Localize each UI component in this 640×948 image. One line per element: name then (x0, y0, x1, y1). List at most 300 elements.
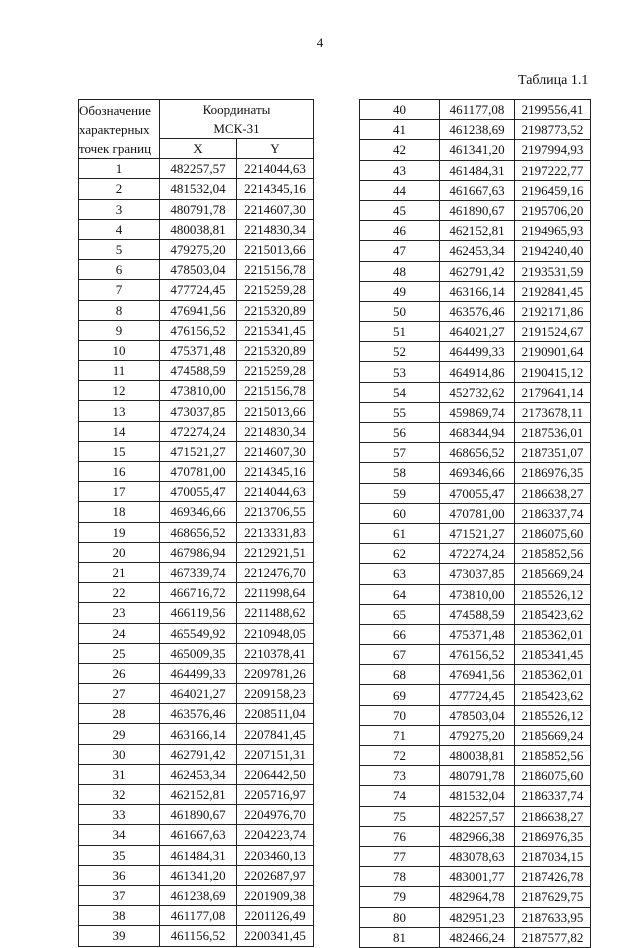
x-coordinate-cell: 461667,63 (160, 825, 237, 845)
x-coordinate-cell: 461156,52 (160, 926, 237, 946)
x-coordinate-cell: 481532,04 (160, 179, 237, 199)
point-number-cell: 78 (360, 867, 440, 887)
y-coordinate-cell: 2185852,56 (515, 746, 591, 766)
x-coordinate-cell: 467986,94 (160, 542, 237, 562)
table-row (79, 562, 314, 582)
x-coordinate-cell: 461667,63 (440, 180, 515, 200)
point-number-cell: 33 (79, 805, 160, 825)
table-row (79, 885, 314, 905)
y-coordinate-cell: 2207151,31 (237, 744, 314, 764)
y-coordinate-cell: 2210948,05 (237, 623, 314, 643)
header-line: характерных (79, 121, 150, 137)
point-number-cell: 16 (79, 462, 160, 482)
y-coordinate-cell: 2186638,27 (515, 806, 591, 826)
point-number-cell: 42 (360, 140, 440, 160)
x-coordinate-cell: 462152,81 (160, 785, 237, 805)
y-coordinate-cell: 2187577,82 (515, 927, 591, 947)
x-coordinate-cell: 482257,57 (160, 159, 237, 179)
point-number-cell: 26 (79, 663, 160, 683)
x-coordinate-cell: 461341,20 (440, 140, 515, 160)
table-row (79, 603, 314, 623)
y-coordinate-cell: 2193531,59 (515, 261, 591, 281)
y-coordinate-cell: 2187536,01 (515, 423, 591, 443)
x-coordinate-cell: 471521,27 (440, 523, 515, 543)
x-coordinate-cell: 461890,67 (160, 805, 237, 825)
x-coordinate-cell: 461484,31 (160, 845, 237, 865)
x-coordinate-cell: 479275,20 (440, 725, 515, 745)
point-number-cell: 51 (360, 322, 440, 342)
y-coordinate-cell: 2195706,20 (515, 200, 591, 220)
point-number-cell: 29 (79, 724, 160, 744)
x-coordinate-cell: 483001,77 (440, 867, 515, 887)
point-number-cell: 28 (79, 704, 160, 724)
x-coordinate-cell: 471521,27 (160, 441, 237, 461)
x-coordinate-cell: 478503,04 (440, 705, 515, 725)
point-number-cell: 69 (360, 685, 440, 705)
y-coordinate-cell: 2187633,95 (515, 907, 591, 927)
point-number-cell: 11 (79, 361, 160, 381)
y-coordinate-cell: 2186337,74 (515, 786, 591, 806)
x-coordinate-cell: 465549,92 (160, 623, 237, 643)
y-coordinate-cell: 2214607,30 (237, 441, 314, 461)
point-number-cell: 57 (360, 443, 440, 463)
y-coordinate-cell: 2208511,04 (237, 704, 314, 724)
table-row (360, 180, 591, 200)
table-row (79, 260, 314, 280)
table-row (79, 199, 314, 219)
y-coordinate-cell: 2186075,60 (515, 766, 591, 786)
point-number-cell: 63 (360, 564, 440, 584)
point-number-cell: 64 (360, 584, 440, 604)
y-coordinate-cell: 2187629,75 (515, 887, 591, 907)
y-coordinate-cell: 2186976,35 (515, 463, 591, 483)
table-row (360, 443, 591, 463)
point-number-cell: 76 (360, 826, 440, 846)
x-coordinate-cell: 463166,14 (440, 281, 515, 301)
point-number-cell: 60 (360, 503, 440, 523)
table-row (79, 785, 314, 805)
x-coordinate-cell: 452732,62 (440, 382, 515, 402)
table-row (79, 542, 314, 562)
point-number-cell: 32 (79, 785, 160, 805)
point-number-cell: 59 (360, 483, 440, 503)
y-coordinate-cell: 2215320,89 (237, 300, 314, 320)
table-row (79, 441, 314, 461)
point-number-cell: 45 (360, 200, 440, 220)
y-coordinate-cell: 2215259,28 (237, 280, 314, 300)
point-number-cell: 81 (360, 927, 440, 947)
point-number-cell: 20 (79, 542, 160, 562)
x-coordinate-cell: 461341,20 (160, 865, 237, 885)
y-coordinate-cell: 2214830,34 (237, 421, 314, 441)
point-number-cell: 9 (79, 320, 160, 340)
table-row (79, 724, 314, 744)
table-row (360, 523, 591, 543)
x-coordinate-cell: 470781,00 (440, 503, 515, 523)
x-coordinate-cell: 461238,69 (160, 885, 237, 905)
y-coordinate-cell: 2186337,74 (515, 503, 591, 523)
y-coordinate-cell: 2187426,78 (515, 867, 591, 887)
y-coordinate-cell: 2213706,55 (237, 502, 314, 522)
y-coordinate-cell: 2185362,01 (515, 665, 591, 685)
table-row (79, 482, 314, 502)
x-coordinate-cell: 464499,33 (440, 342, 515, 362)
table-row (79, 219, 314, 239)
point-number-cell: 79 (360, 887, 440, 907)
point-number-cell: 66 (360, 624, 440, 644)
y-coordinate-cell: 2186638,27 (515, 483, 591, 503)
x-coordinate-cell: 464021,27 (160, 684, 237, 704)
x-coordinate-cell: 473037,85 (440, 564, 515, 584)
table-row (360, 725, 591, 745)
y-coordinate-cell: 2197994,93 (515, 140, 591, 160)
x-coordinate-cell: 473037,85 (160, 401, 237, 421)
point-number-cell: 36 (79, 865, 160, 885)
point-number-cell: 30 (79, 744, 160, 764)
coordinates-title: Координаты (202, 102, 271, 117)
point-number-cell: 5 (79, 239, 160, 259)
table-row (79, 502, 314, 522)
point-number-cell: 24 (79, 623, 160, 643)
x-coordinate-cell: 474588,59 (160, 361, 237, 381)
point-number-cell: 10 (79, 340, 160, 360)
point-number-cell: 22 (79, 583, 160, 603)
y-coordinate-cell: 2196459,16 (515, 180, 591, 200)
table-row (360, 322, 591, 342)
y-coordinate-cell: 2215259,28 (237, 361, 314, 381)
point-number-cell: 75 (360, 806, 440, 826)
y-coordinate-cell: 2190901,64 (515, 342, 591, 362)
point-number-cell: 27 (79, 684, 160, 704)
table-row (360, 604, 591, 624)
point-number-cell: 72 (360, 746, 440, 766)
point-number-cell: 21 (79, 562, 160, 582)
table-row (79, 583, 314, 603)
y-coordinate-cell: 2194965,93 (515, 221, 591, 241)
point-number-cell: 68 (360, 665, 440, 685)
y-coordinate-cell: 2205716,97 (237, 785, 314, 805)
y-coordinate-cell: 2179641,14 (515, 382, 591, 402)
y-coordinate-cell: 2215341,45 (237, 320, 314, 340)
x-coordinate-cell: 468656,52 (160, 522, 237, 542)
table-row (79, 623, 314, 643)
table-row (79, 805, 314, 825)
table-row (360, 564, 591, 584)
header-line: Обозначение (79, 102, 151, 118)
x-coordinate-cell: 476156,52 (440, 645, 515, 665)
table-row (360, 261, 591, 281)
x-coordinate-cell: 480038,81 (160, 219, 237, 239)
point-number-cell: 54 (360, 382, 440, 402)
table-row (79, 421, 314, 441)
x-coordinate-cell: 475371,48 (440, 624, 515, 644)
x-coordinate-cell: 462453,34 (440, 241, 515, 261)
y-coordinate-cell: 2192841,45 (515, 281, 591, 301)
point-number-cell: 41 (360, 120, 440, 140)
x-coordinate-cell: 481532,04 (440, 786, 515, 806)
y-coordinate-cell: 2185669,24 (515, 564, 591, 584)
table-row (360, 463, 591, 483)
point-number-cell: 49 (360, 281, 440, 301)
x-coordinate-cell: 470781,00 (160, 462, 237, 482)
table-row (360, 483, 591, 503)
table-row (360, 100, 591, 120)
point-number-cell: 48 (360, 261, 440, 281)
y-coordinate-cell: 2202687,97 (237, 865, 314, 885)
point-number-cell: 31 (79, 764, 160, 784)
point-number-cell: 47 (360, 241, 440, 261)
table-row (360, 362, 591, 382)
table-row (79, 340, 314, 360)
table-row (79, 462, 314, 482)
x-coordinate-cell: 465009,35 (160, 643, 237, 663)
x-coordinate-cell: 461177,08 (440, 100, 515, 120)
x-coordinate-cell: 466119,56 (160, 603, 237, 623)
x-coordinate-cell: 461890,67 (440, 200, 515, 220)
table-row (79, 320, 314, 340)
table-row (79, 401, 314, 421)
y-coordinate-cell: 2211488,62 (237, 603, 314, 623)
y-coordinate-cell: 2209158,23 (237, 684, 314, 704)
table-row (79, 845, 314, 865)
y-coordinate-cell: 2214345,16 (237, 462, 314, 482)
y-coordinate-cell: 2203460,13 (237, 845, 314, 865)
x-coordinate-cell: 480791,78 (160, 199, 237, 219)
point-designation-header (79, 100, 160, 159)
point-number-cell: 65 (360, 604, 440, 624)
point-number-cell: 56 (360, 423, 440, 443)
point-number-cell: 73 (360, 766, 440, 786)
y-coordinate-cell: 2215320,89 (237, 340, 314, 360)
y-coordinate-cell: 2212476,70 (237, 562, 314, 582)
y-coordinate-cell: 2200341,45 (237, 926, 314, 946)
point-number-cell: 13 (79, 401, 160, 421)
y-coordinate-cell: 2185669,24 (515, 725, 591, 745)
x-column-header: X (160, 139, 237, 159)
x-coordinate-cell: 466716,72 (160, 583, 237, 603)
point-number-cell: 3 (79, 199, 160, 219)
y-coordinate-cell: 2211998,64 (237, 583, 314, 603)
y-coordinate-cell: 2215013,66 (237, 239, 314, 259)
table-row (360, 867, 591, 887)
x-coordinate-cell: 477724,45 (160, 280, 237, 300)
y-column-header: Y (237, 139, 314, 159)
y-coordinate-cell: 2192171,86 (515, 301, 591, 321)
table-row (79, 704, 314, 724)
point-number-cell: 74 (360, 786, 440, 806)
y-coordinate-cell: 2215156,78 (237, 381, 314, 401)
y-coordinate-cell: 2207841,45 (237, 724, 314, 744)
coordinates-header (160, 100, 314, 139)
table-row (79, 663, 314, 683)
x-coordinate-cell: 463166,14 (160, 724, 237, 744)
y-coordinate-cell: 2185526,12 (515, 705, 591, 725)
table-row (360, 766, 591, 786)
x-coordinate-cell: 461484,31 (440, 160, 515, 180)
page-number: 4 (316, 35, 324, 50)
point-number-cell: 53 (360, 362, 440, 382)
y-coordinate-cell: 2212921,51 (237, 542, 314, 562)
point-number-cell: 8 (79, 300, 160, 320)
point-number-cell: 37 (79, 885, 160, 905)
table-row (79, 300, 314, 320)
x-coordinate-cell: 461177,08 (160, 906, 237, 926)
x-coordinate-cell: 477724,45 (440, 685, 515, 705)
point-number-cell: 46 (360, 221, 440, 241)
table-row (360, 503, 591, 523)
y-coordinate-cell: 2185526,12 (515, 584, 591, 604)
y-coordinate-cell: 2186075,60 (515, 523, 591, 543)
x-coordinate-cell: 476941,56 (160, 300, 237, 320)
table-row (360, 624, 591, 644)
point-number-cell: 70 (360, 705, 440, 725)
table-row (360, 342, 591, 362)
table-row (360, 120, 591, 140)
x-coordinate-cell: 474588,59 (440, 604, 515, 624)
table-row (79, 239, 314, 259)
y-coordinate-cell: 2185362,01 (515, 624, 591, 644)
y-coordinate-cell: 2209781,26 (237, 663, 314, 683)
point-number-cell: 2 (79, 179, 160, 199)
table-row (360, 846, 591, 866)
point-number-cell: 52 (360, 342, 440, 362)
point-number-cell: 35 (79, 845, 160, 865)
x-coordinate-cell: 476156,52 (160, 320, 237, 340)
x-coordinate-cell: 480038,81 (440, 746, 515, 766)
point-number-cell: 1 (79, 159, 160, 179)
point-number-cell: 38 (79, 906, 160, 926)
table-row (360, 826, 591, 846)
table-row (79, 744, 314, 764)
y-coordinate-cell: 2187034,15 (515, 846, 591, 866)
point-number-cell: 19 (79, 522, 160, 542)
x-coordinate-cell: 482951,23 (440, 907, 515, 927)
x-coordinate-cell: 475371,48 (160, 340, 237, 360)
y-coordinate-cell: 2214044,63 (237, 482, 314, 502)
x-coordinate-cell: 459869,74 (440, 402, 515, 422)
y-coordinate-cell: 2194240,40 (515, 241, 591, 261)
x-coordinate-cell: 483078,63 (440, 846, 515, 866)
x-coordinate-cell: 462152,81 (440, 221, 515, 241)
x-coordinate-cell: 462791,42 (160, 744, 237, 764)
table-row (360, 887, 591, 907)
table-row (360, 140, 591, 160)
x-coordinate-cell: 469346,66 (160, 502, 237, 522)
point-number-cell: 55 (360, 402, 440, 422)
table-row (79, 381, 314, 401)
x-coordinate-cell: 482966,38 (440, 826, 515, 846)
x-coordinate-cell: 464021,27 (440, 322, 515, 342)
table-row (360, 160, 591, 180)
y-coordinate-cell: 2186976,35 (515, 826, 591, 846)
point-number-cell: 14 (79, 421, 160, 441)
y-coordinate-cell: 2215013,66 (237, 401, 314, 421)
y-coordinate-cell: 2173678,11 (515, 402, 591, 422)
x-coordinate-cell: 482964,78 (440, 887, 515, 907)
table-row (360, 241, 591, 261)
point-number-cell: 62 (360, 544, 440, 564)
table-row (79, 643, 314, 663)
x-coordinate-cell: 470055,47 (160, 482, 237, 502)
y-coordinate-cell: 2185423,62 (515, 604, 591, 624)
point-number-cell: 12 (79, 381, 160, 401)
x-coordinate-cell: 463576,46 (440, 301, 515, 321)
table-row (79, 684, 314, 704)
coordinate-system: МСК-31 (213, 121, 260, 136)
x-coordinate-cell: 473810,00 (160, 381, 237, 401)
point-number-cell: 39 (79, 926, 160, 946)
point-number-cell: 80 (360, 907, 440, 927)
y-coordinate-cell: 2185423,62 (515, 685, 591, 705)
y-coordinate-cell: 2187351,07 (515, 443, 591, 463)
point-number-cell: 40 (360, 100, 440, 120)
x-coordinate-cell: 473810,00 (440, 584, 515, 604)
x-coordinate-cell: 462791,42 (440, 261, 515, 281)
y-coordinate-cell: 2201126,49 (237, 906, 314, 926)
table-row (360, 746, 591, 766)
table-row (79, 280, 314, 300)
x-coordinate-cell: 462453,34 (160, 764, 237, 784)
table-row (360, 786, 591, 806)
point-number-cell: 67 (360, 645, 440, 665)
x-coordinate-cell: 464914,86 (440, 362, 515, 382)
y-coordinate-cell: 2198773,52 (515, 120, 591, 140)
x-coordinate-cell: 470055,47 (440, 483, 515, 503)
table-row (79, 522, 314, 542)
point-number-cell: 71 (360, 725, 440, 745)
point-number-cell: 15 (79, 441, 160, 461)
table-row (360, 685, 591, 705)
x-coordinate-cell: 480791,78 (440, 766, 515, 786)
x-coordinate-cell: 479275,20 (160, 239, 237, 259)
y-coordinate-cell: 2199556,41 (515, 100, 591, 120)
x-coordinate-cell: 463576,46 (160, 704, 237, 724)
point-number-cell: 7 (79, 280, 160, 300)
x-coordinate-cell: 461238,69 (440, 120, 515, 140)
point-number-cell: 44 (360, 180, 440, 200)
table-row (360, 927, 591, 947)
y-coordinate-cell: 2204223,74 (237, 825, 314, 845)
x-coordinate-cell: 468344,94 (440, 423, 515, 443)
y-coordinate-cell: 2214607,30 (237, 199, 314, 219)
x-coordinate-cell: 467339,74 (160, 562, 237, 582)
point-number-cell: 34 (79, 825, 160, 845)
table-row (360, 584, 591, 604)
point-number-cell: 58 (360, 463, 440, 483)
table-row (79, 179, 314, 199)
y-coordinate-cell: 2201909,38 (237, 885, 314, 905)
table-row (360, 665, 591, 685)
y-coordinate-cell: 2214345,16 (237, 179, 314, 199)
point-number-cell: 61 (360, 523, 440, 543)
table-row (360, 402, 591, 422)
coordinates-table-left (78, 99, 314, 947)
table-row (79, 865, 314, 885)
y-coordinate-cell: 2191524,67 (515, 322, 591, 342)
table-row (360, 301, 591, 321)
point-number-cell: 6 (79, 260, 160, 280)
x-coordinate-cell: 472274,24 (160, 421, 237, 441)
y-coordinate-cell: 2204976,70 (237, 805, 314, 825)
table-row (79, 159, 314, 179)
table-row (79, 906, 314, 926)
y-coordinate-cell: 2210378,41 (237, 643, 314, 663)
point-number-cell: 4 (79, 219, 160, 239)
x-coordinate-cell: 464499,33 (160, 663, 237, 683)
table-row (360, 221, 591, 241)
point-number-cell: 50 (360, 301, 440, 321)
y-coordinate-cell: 2214044,63 (237, 159, 314, 179)
